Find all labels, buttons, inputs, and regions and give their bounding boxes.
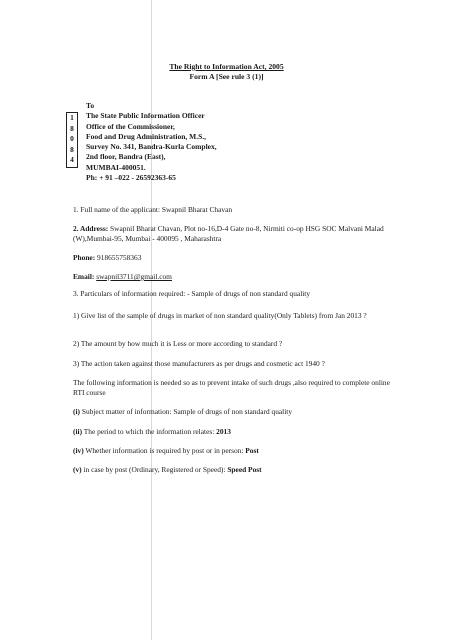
addressee-line: Office of the Commissioner, <box>86 121 175 131</box>
particulars-heading: 3. Particulars of information required: - Sample of drugs of non standard quality <box>73 289 311 298</box>
form-subtitle: Form A [See rule 3 (1)] <box>189 72 264 81</box>
applicant-phone <box>73 253 403 263</box>
addressee-to: To <box>86 101 95 110</box>
email-label: Email: <box>73 272 95 281</box>
side-number-box <box>66 112 78 168</box>
question-3: 3) The action taken against those manufacturers as per drugs and cosmetic act 1940 ? <box>73 359 325 368</box>
detail-iv-value: Post <box>245 446 259 455</box>
addressee-line: 2nd floor, Bandra (East), <box>86 152 166 162</box>
applicant-address <box>73 224 403 243</box>
side-number: 1 <box>70 113 74 122</box>
addressee-line: Survey No. 341, Bandra-Kurla Complex, <box>86 142 217 152</box>
side-number: 0 <box>70 134 74 144</box>
addressee-block <box>86 101 217 183</box>
detail-iv-label: (iv) <box>73 446 84 455</box>
applicant-name: 1. Full name of the applicant: Swapnil Bharat Chavan <box>73 205 233 214</box>
detail-iv-text: Whether information is required by post or in person: <box>85 446 244 455</box>
form-header <box>0 62 453 82</box>
detail-v-label: (v) <box>73 465 82 474</box>
phone-label: Phone: <box>73 253 96 262</box>
detail-i-text: Subject matter of information: Sample of drugs of non standard quality <box>81 407 293 416</box>
address-label: 2. Address: <box>73 224 109 233</box>
phone-value: 918655758363 <box>97 253 142 262</box>
detail-v <box>73 465 403 475</box>
detail-iv <box>73 446 403 456</box>
side-number: 8 <box>70 144 74 154</box>
detail-ii <box>73 427 403 437</box>
form-title: The Right to Information Act, 2005 <box>169 62 284 71</box>
detail-v-text: in case by post (Ordinary, Registered or Speed): <box>83 465 226 474</box>
addressee-line: The State Public Information Officer <box>86 111 205 121</box>
addressee-line: Ph: + 91 –022 - 26592363-65 <box>86 173 176 183</box>
question-2: 2) The amount by how much it is Less or more according to standard ? <box>73 339 283 348</box>
detail-i-label: (i) <box>73 407 80 416</box>
detail-ii-value: 2013 <box>216 427 231 436</box>
purpose-statement: The following information is needed so as to prevent intake of such drugs ,also required to complete online RTI course <box>73 378 390 397</box>
address-value: Swapnil Bharat Chavan, Plot no-16,D-4 Gate no-8, Nirmiti co-op HSG SOC Malvani Malad (W),Mumbai-95, Mumbai - 400095 , Maharashtra <box>73 224 384 243</box>
side-number: 8 <box>70 123 74 133</box>
detail-i <box>73 407 403 417</box>
side-number: 4 <box>70 155 74 165</box>
addressee-line: MUMBAI-400051. <box>86 162 146 172</box>
applicant-email <box>73 272 403 282</box>
question-1: 1) Give list of the sample of drugs in market of non standard quality(Only Tablets) from Jan 2013 ? <box>73 311 367 320</box>
addressee-line: Food and Drug Administration, M.S., <box>86 131 207 141</box>
detail-ii-text: The period to which the information relates: <box>83 427 215 436</box>
email-link[interactable]: swapnil3711@gmail.com <box>96 272 172 281</box>
detail-ii-label: (ii) <box>73 427 83 436</box>
detail-v-value: Speed Post <box>227 465 262 474</box>
